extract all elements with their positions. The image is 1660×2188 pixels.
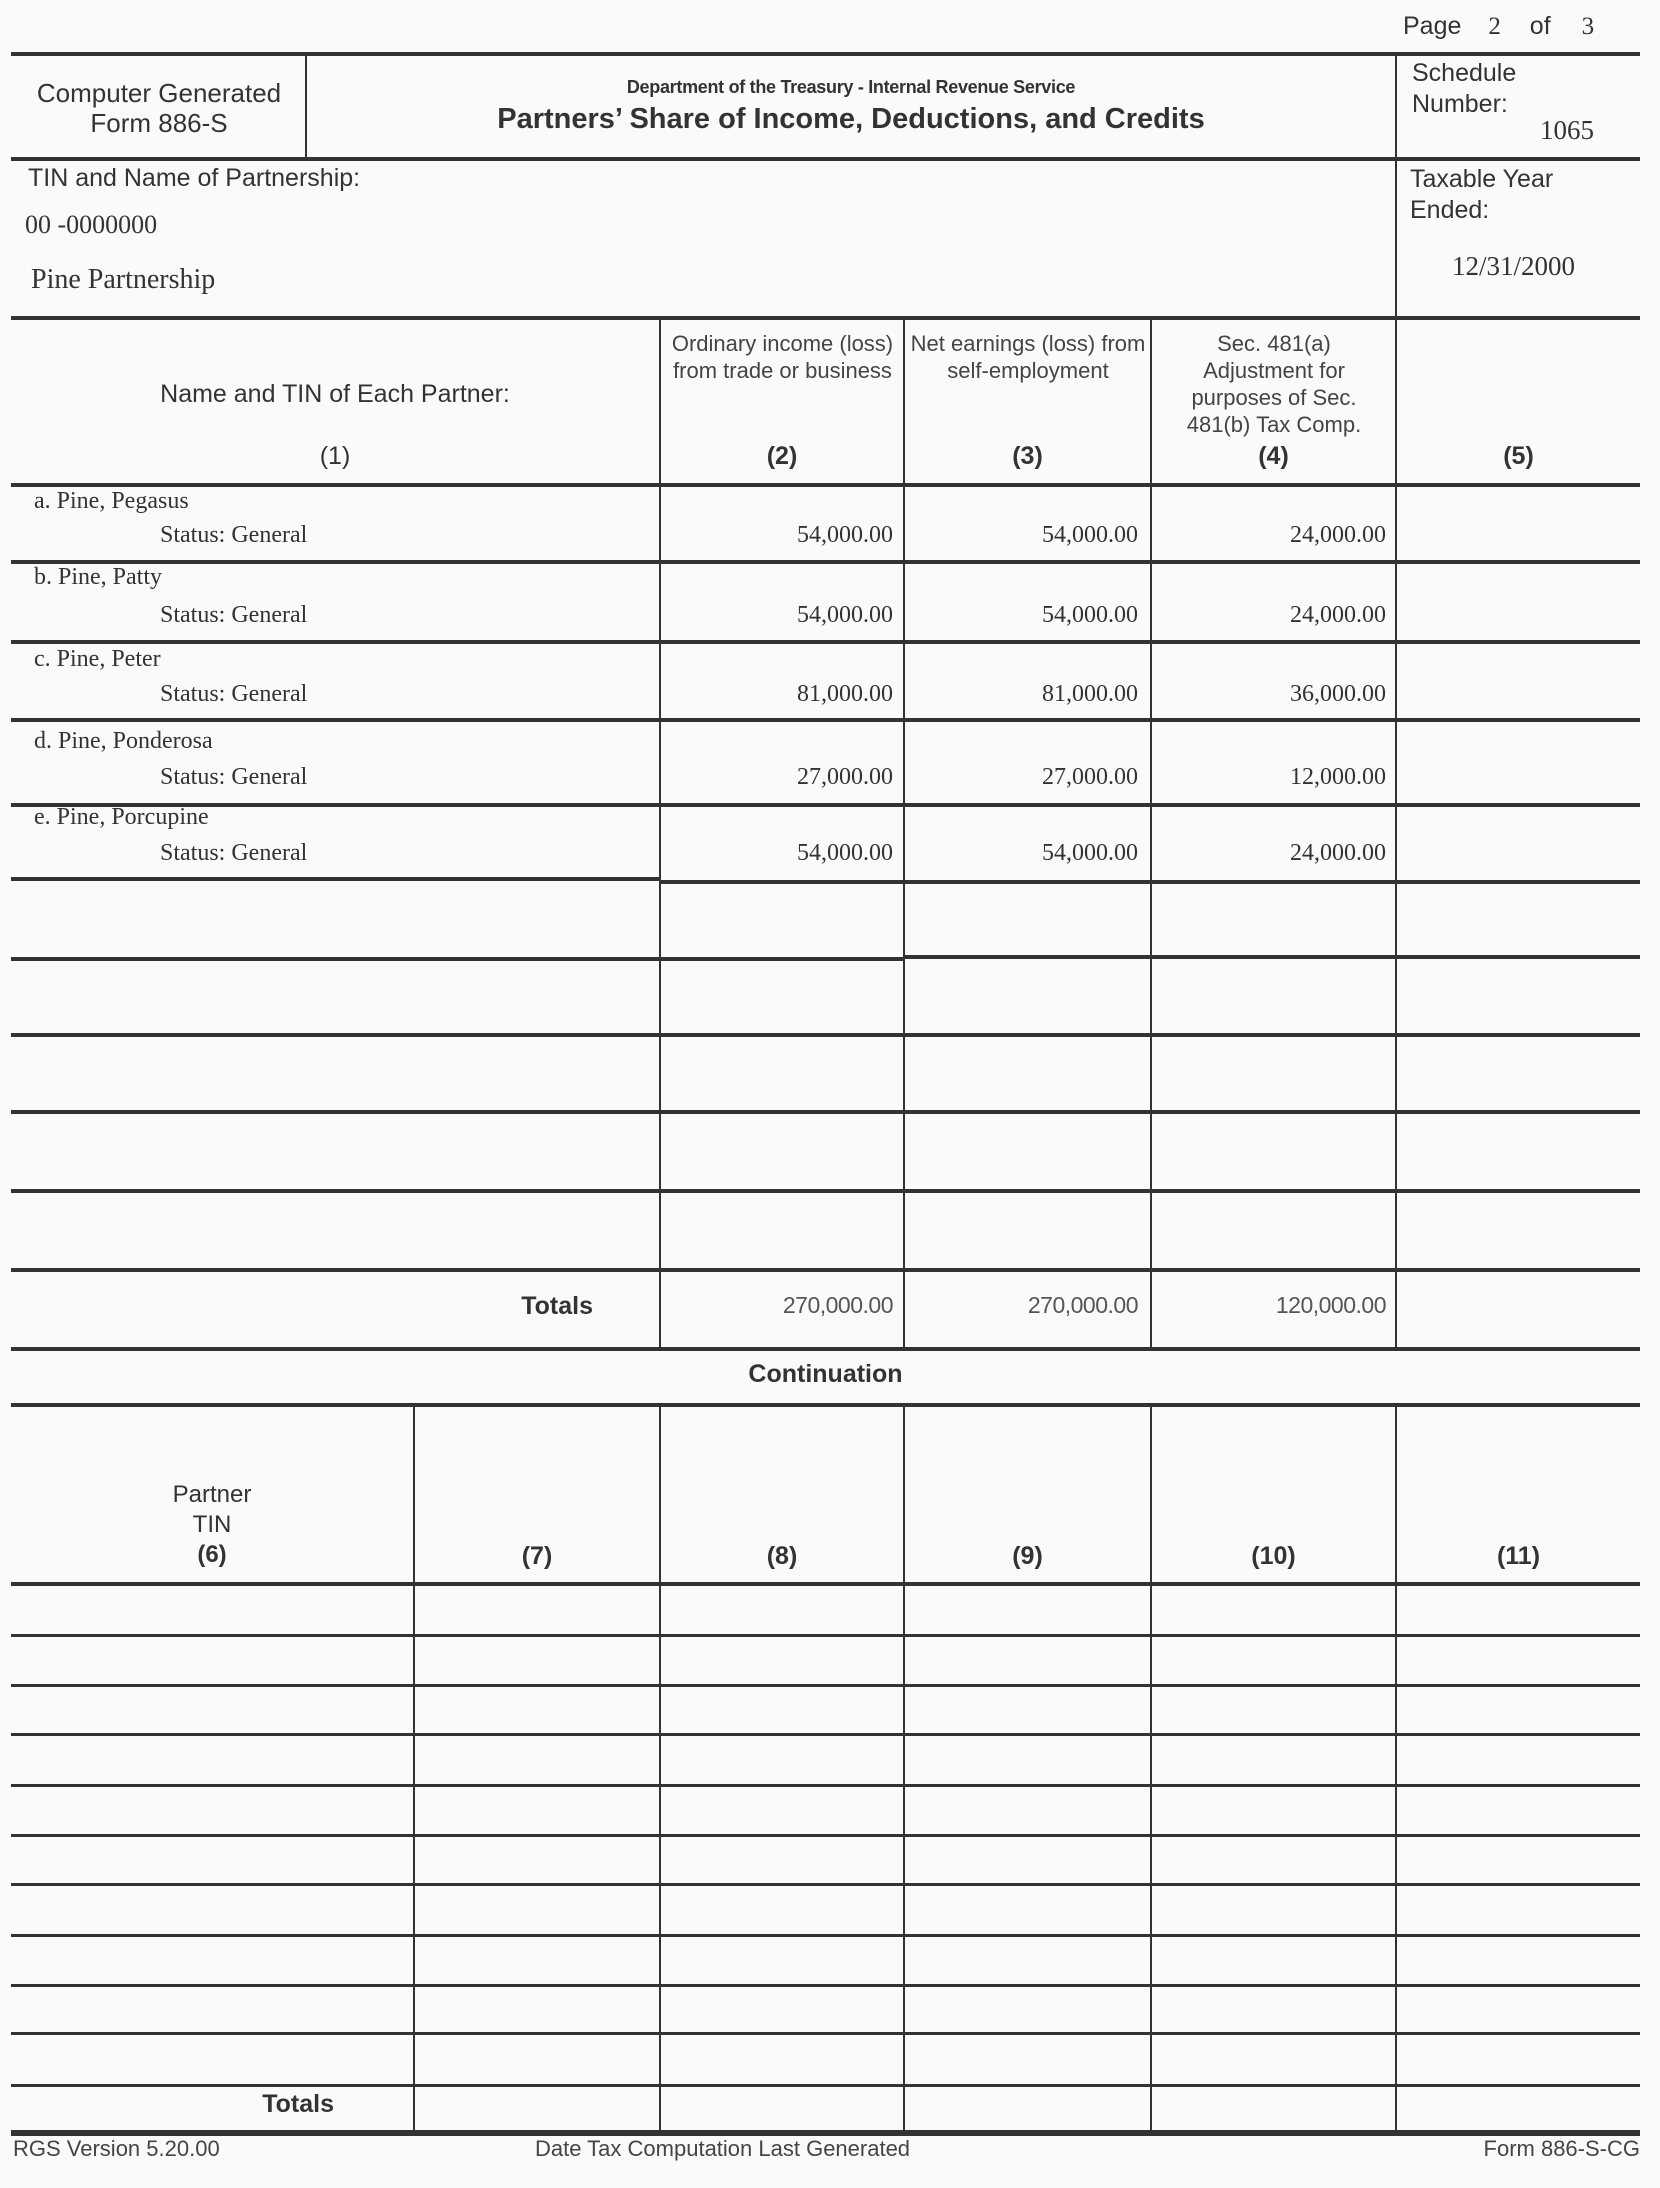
partner-name: e. Pine, Porcupine <box>34 804 209 830</box>
cell-sec481-adjustment: 24,000.00 <box>1290 602 1386 628</box>
divider <box>11 877 660 881</box>
divider <box>413 1405 415 2131</box>
totals-label: Totals <box>521 1292 593 1320</box>
column-number: (3) <box>1012 442 1043 470</box>
partner-name: c. Pine, Peter <box>34 646 161 672</box>
divider <box>1150 318 1152 1349</box>
cell-ordinary-income: 81,000.00 <box>797 681 893 707</box>
partner-status: Status: General <box>160 840 308 866</box>
partner-status: Status: General <box>160 522 308 548</box>
continuation-header-7: (7) <box>521 1542 553 1570</box>
divider <box>11 957 904 961</box>
divider <box>903 318 905 1349</box>
continuation-header-9: (9) <box>1012 1542 1043 1570</box>
footer-version: RGS Version 5.20.00 <box>13 2136 220 2161</box>
page-total: 3 <box>1581 13 1595 40</box>
footer-form-id: Form 886-S-CG <box>1483 2136 1640 2161</box>
partner-name: a. Pine, Pegasus <box>34 488 189 514</box>
cell-sec481-adjustment: 36,000.00 <box>1290 681 1386 707</box>
column-header-label: Ordinary income (loss) from trade or business <box>671 331 894 383</box>
continuation-title: Continuation <box>748 1360 903 1388</box>
partner-status: Status: General <box>160 764 308 790</box>
partner-name: d. Pine, Ponderosa <box>34 728 213 754</box>
cell-ordinary-income: 54,000.00 <box>797 840 893 866</box>
agency-name: Department of the Treasury - Internal Revenue Service <box>626 77 1076 97</box>
schedule-label: Schedule Number: <box>1412 59 1517 118</box>
column-header-label: Sec. 481(a) Adjustment for purposes of Sec. 481(b) Tax Comp. <box>1186 331 1362 437</box>
partnership-tin: 00 -0000000 <box>25 210 158 239</box>
column-header-label: Name and TIN of Each Partner: <box>160 380 510 408</box>
cell-net-earnings: 81,000.00 <box>1042 681 1138 707</box>
schedule-number: 1065 <box>1540 115 1594 145</box>
page-current: 2 <box>1488 13 1501 40</box>
cell-ordinary-income: 54,000.00 <box>797 522 893 548</box>
total-sec481-adjustment: 120,000.00 <box>1275 1292 1386 1318</box>
cell-net-earnings: 54,000.00 <box>1042 522 1138 548</box>
page-of-label: of <box>1529 12 1551 40</box>
column-header-label: Net earnings (loss) from self-employment <box>910 331 1146 383</box>
cell-net-earnings: 54,000.00 <box>1042 840 1138 866</box>
partner-name: b. Pine, Patty <box>34 564 163 590</box>
partner-status: Status: General <box>160 602 308 628</box>
column-number: (5) <box>1503 442 1534 470</box>
divider <box>1395 1405 1397 2131</box>
continuation-totals-label: Totals <box>262 2090 334 2118</box>
total-net-earnings: 270,000.00 <box>1027 1292 1138 1318</box>
footer-date-label: Date Tax Computation Last Generated <box>535 2136 911 2161</box>
total-ordinary-income: 270,000.00 <box>782 1292 893 1318</box>
divider <box>1395 54 1397 318</box>
column-number: (1) <box>319 442 351 470</box>
taxable-year-label: Taxable Year Ended: <box>1410 165 1554 224</box>
partnership-label: TIN and Name of Partnership: <box>28 164 361 192</box>
column-number: (4) <box>1258 442 1289 470</box>
cell-sec481-adjustment: 24,000.00 <box>1290 522 1386 548</box>
page-label: Page <box>1403 12 1462 40</box>
continuation-header-8: (8) <box>766 1542 798 1570</box>
cell-net-earnings: 54,000.00 <box>1042 602 1138 628</box>
continuation-header-10: (10) <box>1251 1542 1296 1570</box>
continuation-header-11: (11) <box>1496 1542 1541 1570</box>
divider <box>903 1405 905 2131</box>
continuation-header-6: Partner TIN (6) <box>172 1481 252 1568</box>
cell-ordinary-income: 27,000.00 <box>797 764 893 790</box>
partnership-name: Pine Partnership <box>31 264 216 295</box>
cell-sec481-adjustment: 24,000.00 <box>1290 840 1386 866</box>
taxable-year-value: 12/31/2000 <box>1452 251 1576 281</box>
divider <box>1395 318 1397 1349</box>
page-title: Partners’ Share of Income, Deductions, and Credits <box>497 103 1205 135</box>
divider <box>904 955 1640 959</box>
divider <box>659 318 661 1349</box>
column-number: (2) <box>766 442 798 470</box>
divider <box>659 1405 661 2131</box>
page-indicator <box>1403 12 1594 41</box>
divider <box>1150 1405 1152 2131</box>
cell-net-earnings: 27,000.00 <box>1042 764 1138 790</box>
form-label: Computer Generated Form 886-S <box>36 78 282 138</box>
cell-sec481-adjustment: 12,000.00 <box>1290 764 1386 790</box>
partner-status: Status: General <box>160 681 308 707</box>
cell-ordinary-income: 54,000.00 <box>797 602 893 628</box>
